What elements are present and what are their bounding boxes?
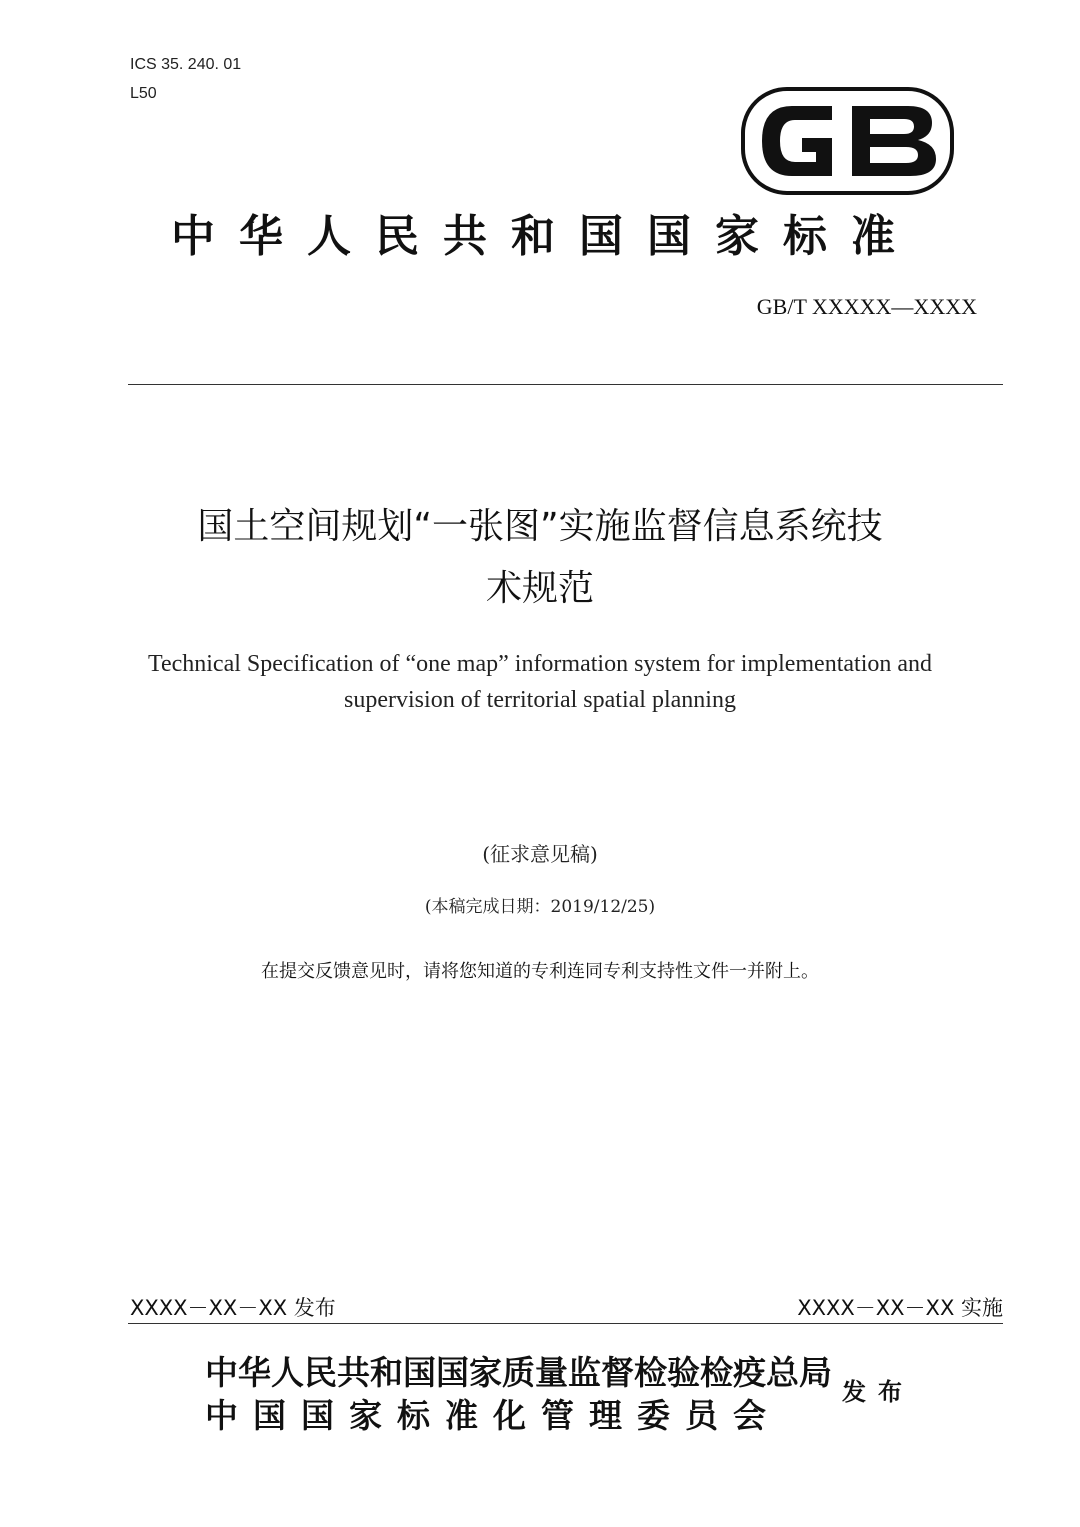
issuer-sac: 中国国家标准化管理委员会 xyxy=(205,1396,781,1435)
ics-code: ICS 35. 240. 01 xyxy=(130,56,242,73)
draft-status: (征求意见稿) xyxy=(482,842,598,866)
title-en-line-1: Technical Specification of “one map” information system for implementation and xyxy=(147,651,933,677)
title-zh-line-2: 术规范 xyxy=(485,568,594,609)
issuer-aqsiq: 中华人民共和国国家质量监督检验检疫总局 xyxy=(205,1353,832,1392)
implementation-date: XXXX－XX－XX 实施 xyxy=(797,1296,1003,1320)
patent-notice: 在提交反馈意见时，请将您知道的专利连同专利支持性文件一并附上。 xyxy=(261,961,819,982)
title-zh-line-1: 国土空间规划“一张图”实施监督信息系统技 xyxy=(197,506,883,547)
completion-date: (本稿完成日期：2019/12/25) xyxy=(424,897,656,917)
issue-date: XXXX－XX－XX 发布 xyxy=(130,1296,336,1320)
footer-divider xyxy=(128,1323,1003,1324)
standard-type-heading: 中华人民共和国国家标准 xyxy=(171,211,919,262)
ccs-code: L50 xyxy=(130,85,157,102)
header-divider xyxy=(128,384,1003,385)
standard-number: GB/T XXXXX—XXXX xyxy=(756,294,977,319)
title-en-line-2: supervision of territorial spatial planning xyxy=(344,687,736,713)
publish-label: 发布 xyxy=(842,1378,914,1406)
gb-logo xyxy=(740,86,955,196)
